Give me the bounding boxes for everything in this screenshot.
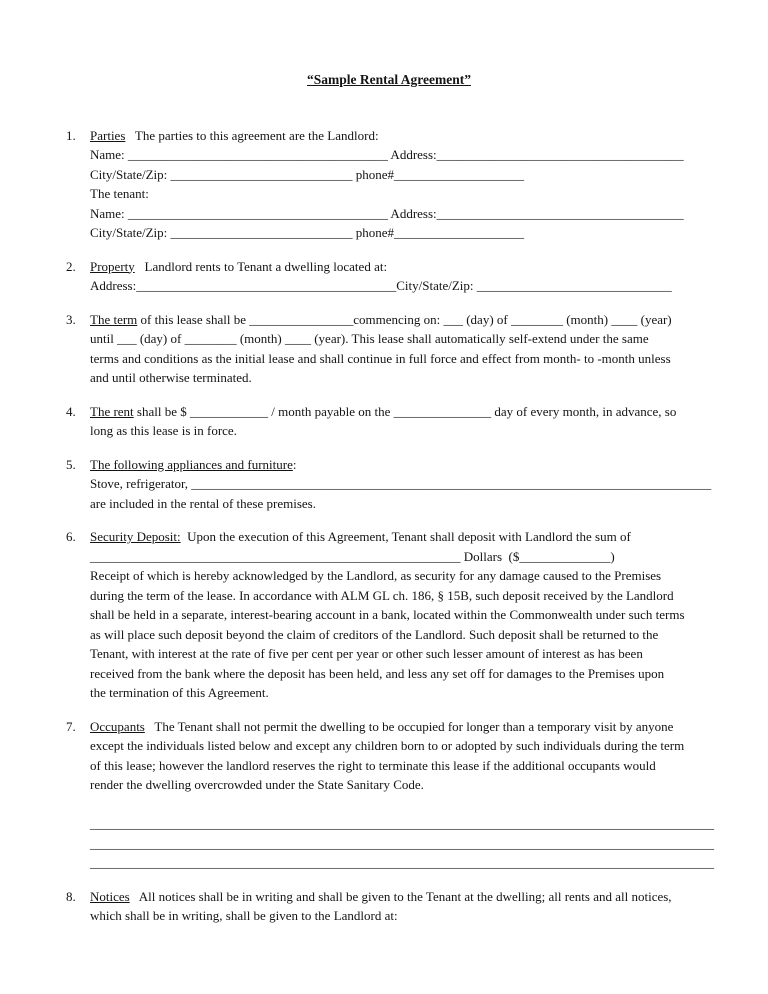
doc-line bbox=[90, 126, 722, 146]
text-run: of this lease shall be ________________commencing on: ___ (day) of ________ (month) ____ (year) bbox=[137, 311, 672, 327]
section-number: 2. bbox=[66, 258, 76, 274]
section-heading-underlined: Notices bbox=[90, 888, 130, 904]
text-run: The parties to this agreement are the Landlord: bbox=[125, 127, 379, 143]
text-run: Tenant, with interest at the rate of five per cent per year or other such lesser amount of interest as has been bbox=[90, 646, 643, 661]
document-title: “Sample Rental Agreement” bbox=[307, 72, 471, 87]
text-run: during the term of the lease. In accordance with ALM GL ch. 186, § 15B, such deposit received by the Landlord bbox=[90, 587, 674, 603]
text-run: terms and conditions as the initial lease and shall continue in full force and effect from month- to -month unless bbox=[90, 350, 671, 366]
doc-line bbox=[90, 257, 722, 277]
doc-line bbox=[90, 349, 722, 369]
section-number: 5. bbox=[66, 456, 76, 472]
section-content bbox=[90, 717, 722, 873]
text-run: City/State/Zip: ____________________________ phone#____________________ bbox=[90, 225, 525, 240]
section bbox=[66, 527, 722, 703]
doc-line bbox=[90, 887, 722, 907]
doc-line bbox=[90, 368, 722, 388]
text-run: Stove, refrigerator, ________________________________________________________________________________ bbox=[90, 476, 712, 491]
doc-line bbox=[90, 853, 722, 873]
section bbox=[66, 455, 722, 514]
section-heading-underlined: Property bbox=[90, 258, 135, 274]
text-run: Address:________________________________________City/State/Zip: ______________________________ bbox=[90, 278, 672, 293]
text-run: render the dwelling overcrowded under the State Sanitary Code. bbox=[90, 777, 424, 792]
doc-line bbox=[90, 756, 722, 776]
text-run: except the individuals listed below and except any children born to or adopted by such individuals during the term bbox=[90, 738, 685, 753]
section bbox=[66, 257, 722, 296]
doc-line bbox=[90, 683, 722, 703]
text-run: of this lease; however the landlord reserves the right to terminate this lease if the additional occupants would bbox=[90, 757, 656, 773]
section-content bbox=[90, 402, 722, 441]
doc-line bbox=[90, 223, 722, 243]
text-run: Upon the execution of this Agreement, Tenant shall deposit with Landlord the sum of bbox=[180, 529, 631, 544]
text-run: which shall be in writing, shall be given to the Landlord at: bbox=[90, 908, 398, 923]
section-heading-underlined: The term bbox=[90, 311, 138, 327]
text-run: _________________________________________________________ Dollars ($______________) bbox=[90, 548, 615, 564]
doc-line bbox=[90, 664, 722, 684]
text-run: ________________________________________________________________________________________________ bbox=[90, 835, 714, 851]
section bbox=[66, 887, 722, 926]
section bbox=[66, 717, 722, 873]
section-heading-underlined: The rent bbox=[90, 403, 134, 419]
text-run: shall be $ ____________ / month payable on the _______________ day of every month, in advance, so bbox=[133, 403, 677, 419]
text-run: ________________________________________________________________________________________________ bbox=[90, 816, 714, 831]
section-content bbox=[90, 887, 722, 926]
text-run: The tenant: bbox=[90, 186, 149, 201]
section-content bbox=[90, 310, 722, 388]
doc-line bbox=[90, 329, 722, 349]
section-number: 6. bbox=[66, 529, 76, 544]
doc-line bbox=[90, 736, 722, 756]
section-heading-underlined: Occupants bbox=[90, 718, 145, 734]
doc-line bbox=[90, 605, 722, 625]
doc-line bbox=[90, 775, 722, 795]
doc-line bbox=[90, 310, 722, 330]
doc-line bbox=[90, 494, 722, 514]
doc-line bbox=[90, 455, 722, 475]
doc-line bbox=[90, 547, 722, 567]
text-run: long as this lease is in force. bbox=[90, 423, 237, 438]
section-heading-underlined: The following appliances and furniture bbox=[90, 456, 293, 472]
text-run: Receipt of which is hereby acknowledged by the Landlord, as security for any damage caused to the Premises bbox=[90, 568, 662, 583]
document-body bbox=[66, 126, 722, 926]
doc-line bbox=[90, 184, 722, 204]
doc-line bbox=[90, 145, 722, 165]
doc-line bbox=[90, 527, 722, 547]
section-number: 3. bbox=[66, 311, 76, 327]
text-run: The Tenant shall not permit the dwelling to be occupied for longer than a temporary visit by anyone bbox=[144, 718, 674, 734]
section bbox=[66, 126, 722, 243]
doc-line bbox=[90, 402, 722, 422]
text-run: as will place such deposit beyond the claim of creditors of the Landlord. Such deposit shall be returned to the bbox=[90, 626, 659, 642]
section-heading-underlined: Security Deposit: bbox=[90, 529, 181, 544]
text-run: until ___ (day) of ________ (month) ____ (year). This lease shall automatically self-extend under the same bbox=[90, 331, 649, 346]
text-run: are included in the rental of these premises. bbox=[90, 495, 316, 511]
doc-line bbox=[90, 834, 722, 854]
doc-line bbox=[90, 795, 722, 815]
section-content bbox=[90, 455, 722, 514]
text-run: City/State/Zip: ____________________________ phone#____________________ bbox=[90, 166, 525, 182]
text-run: and until otherwise terminated. bbox=[90, 370, 252, 385]
doc-line bbox=[90, 474, 722, 494]
text-run: Name: ________________________________________ Address:______________________________________ bbox=[90, 205, 684, 221]
section-content bbox=[90, 126, 722, 243]
doc-line bbox=[90, 644, 722, 664]
text-run: received from the bank where the deposit has been held, and less any set off for damages to the Premises upon bbox=[90, 665, 665, 681]
section-content bbox=[90, 527, 722, 703]
text-run: Landlord rents to Tenant a dwelling located at: bbox=[134, 258, 388, 274]
text-run: ________________________________________________________________________________________________ bbox=[90, 855, 714, 870]
text-run: the termination of this Agreement. bbox=[90, 685, 269, 700]
doc-line bbox=[90, 165, 722, 185]
doc-line bbox=[90, 906, 722, 926]
doc-line bbox=[90, 586, 722, 606]
text-run: : bbox=[292, 456, 297, 472]
text-run: shall be held in a separate, interest-bearing account in a bank, located within the Commonwealth under such terms bbox=[90, 607, 685, 622]
section-heading-underlined: Parties bbox=[90, 127, 126, 143]
section bbox=[66, 402, 722, 441]
section-content bbox=[90, 257, 722, 296]
section-number: 4. bbox=[66, 403, 76, 419]
doc-line bbox=[90, 276, 722, 296]
section-number: 7. bbox=[66, 718, 76, 734]
section-number: 8. bbox=[66, 888, 76, 904]
text-run: Name: ________________________________________ Address:______________________________________ bbox=[90, 147, 684, 162]
doc-line bbox=[90, 204, 722, 224]
doc-line bbox=[90, 717, 722, 737]
section-number: 1. bbox=[66, 127, 76, 143]
text-run: All notices shall be in writing and shall be given to the Tenant at the dwelling; all rents and all notices, bbox=[129, 888, 672, 904]
doc-line bbox=[90, 421, 722, 441]
section bbox=[66, 310, 722, 388]
doc-line bbox=[90, 625, 722, 645]
doc-line bbox=[90, 814, 722, 834]
doc-line bbox=[90, 566, 722, 586]
